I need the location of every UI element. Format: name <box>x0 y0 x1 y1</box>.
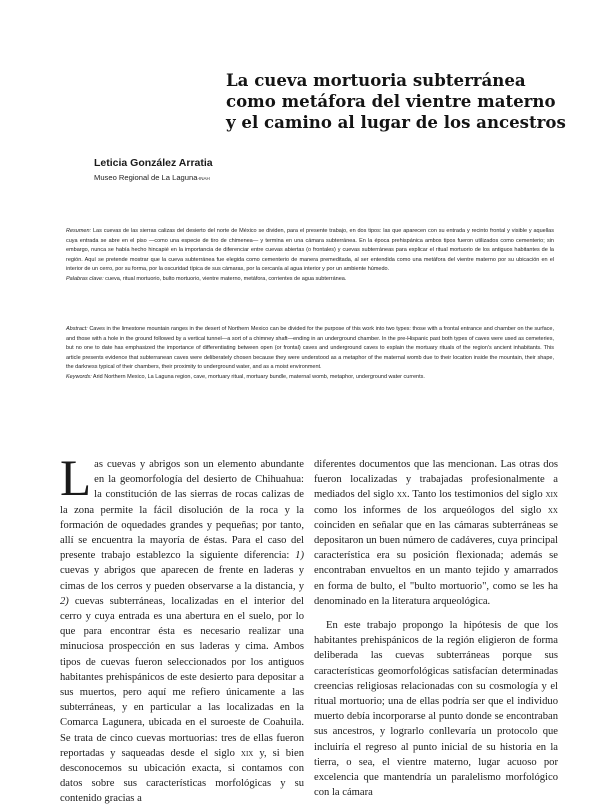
palabras-clave-label: Palabras clave: <box>66 275 104 282</box>
century-numeral: xx <box>396 489 407 501</box>
abstract-paragraph <box>66 325 554 373</box>
abstract-text: Caves in the limestone mountain ranges in the desert of Northern Mexico can be divided for the purpose of this work into two types: those with a frontal entrance and chamber on the surface, and those with a hole in the ground followed by a vertical tunnel—a sort of a chimney shaft—ending in an underground chamber. In the pre-Hispanic past both types of caves were used as cemeteries, but no one to date has emphasized the importance of differentiating between open (or frontal) caves and underground caves to explain the mortuary rituals of the region's ancient inhabitants. This article presents evidence that subterranean caves were deliberately chosen because they were understood as a metaphor of the maternal womb due to their location inside the mountain, their shape, the darkness typical of their chambers, their proximity to underground water, and as a moist environment. <box>66 326 554 371</box>
affiliation-name: Museo Regional de La Laguna <box>94 173 198 182</box>
century-numeral: xx <box>547 504 558 516</box>
title-line-1: La cueva mortuoria subterránea <box>226 70 526 90</box>
body-column-right <box>314 457 558 800</box>
abstract-block <box>66 325 554 383</box>
title-line-2: como metáfora del vientre materno <box>226 91 556 111</box>
drop-cap: L <box>60 451 92 507</box>
body-paragraph-1 <box>60 451 304 807</box>
resumen-label: Resumen: <box>66 228 92 234</box>
resumen-paragraph <box>66 227 554 275</box>
century-numeral: xix <box>240 747 254 759</box>
body-text: coinciden en señalar que en las cámaras subterráneas se depositaron un buen número de cadáveres, cuya principal característica era su posición flexionada; además se encontraban envueltos en un manto tejido y amarrados en forma de bulto, el "bulto mortuorio", como se les ha denominado en la literatura arqueológica. <box>314 519 558 607</box>
body-text: y, si bien desconocemos su ubicación exacta, si contamos con datos sobre sus características morfológicas y su contenido gracias a <box>60 747 304 805</box>
body-text: cuevas subterráneas, localizadas en el interior del cerro y cuya entrada es una abertura en el suelo, por lo que para encontrar ésta es necesario realizar una minuciosa prospección en sus laderas y cima. Ambos tipos de cuevas fueron seleccionados por los antiguos habitantes prehispánicos de este desierto para depositar a sus muertos, pero aquí me refiero únicamente a las subterráneas, y en particular a las localizadas en la Comarca Lagunera, ubicada en el suroeste de Coahuila. Se trata de cinco cuevas mortuorias: tres de ellas fueron reportadas y saqueadas desde el siglo <box>60 595 304 759</box>
keywords-label: Keywords: <box>66 373 92 380</box>
resumen-text: Las cuevas de las sierras calizas del desierto del norte de México se dividen, para el presente trabajo, en dos tipos: las que aparecen con su entrada y recinto frontal y visible y aquellas cuya entrada se abre en el piso —como una especie de tiro de chimenea— y termina en una cámara subterránea. En la época prehispánica ambos tipos fueron utilizados como cementerio; sin embargo, nunca se había hecho hincapié en la importancia de diferenciar entre cuevas abiertas (o frontales) y cuevas subterráneas para explicar el ritual mortuorio de los antiguos habitantes de la región. Aquí se pretende mostrar que la cueva subterránea fue elegida como cementerio de manera premeditada, al ser entendida como una metáfora del vientre materno por su ubicación en el interior de un cerro, por su forma, por la oscuridad típica de sus cámaras, por la cercanía al agua interior y por un ambiente húmedo. <box>66 228 554 273</box>
body-column-left <box>60 451 304 807</box>
list-number: 1) <box>295 550 304 562</box>
keywords-paragraph <box>66 373 554 383</box>
palabras-clave-paragraph <box>66 275 554 285</box>
resumen-block <box>66 227 554 285</box>
abstract-label: Abstract: <box>66 326 88 332</box>
century-numeral: xix <box>545 489 558 501</box>
body-paragraph-2 <box>314 457 558 609</box>
list-number: 2) <box>60 595 69 607</box>
affiliation-suffix: -INAH <box>197 176 210 181</box>
article-title <box>226 70 566 133</box>
title-line-3: y el camino al lugar de los ancestros <box>226 112 566 132</box>
body-text: diferentes documentos que las mencionan. Las otras dos fueron localizadas y trabajadas profesionalmente a mediados del siglo <box>314 459 558 501</box>
body-text: as cuevas y abrigos son un elemento abundante en la geomorfología del desierto de Chihuahua: la constitución de las sierras de rocas calizas de la zona permite la fácil disolución de la roca y la formación de oquedades grandes y pequeñas; por tanto, allí se encuentra la mayoría de éstas. Para el caso del presente trabajo establezco la siguiente diferencia: <box>60 459 304 562</box>
author-name: Leticia González Arratia <box>94 157 213 169</box>
body-text: cuevas y abrigos que aparecen de frente en laderas y cimas de los cerros y pueden observarse a la distancia, y <box>60 565 304 592</box>
keywords-text: Arid Northern Mexico, La Laguna region, cave, mortuary ritual, mortuary bundle, maternal womb, metaphor, underground water currents. <box>91 373 425 380</box>
author-affiliation <box>94 173 210 182</box>
body-text: como los informes de los arqueólogos del siglo <box>314 504 548 516</box>
body-text: . Tanto los testimonios del siglo <box>406 489 546 501</box>
palabras-clave-text: cueva, ritual mortuorio, bulto mortuorio, vientre materno, metáfora, corrientes de agua subterránea. <box>103 275 347 282</box>
body-paragraph-3: En este trabajo propongo la hipótesis de que los habitantes prehispánicos de la región eligieron de forma deliberada las cuevas subterráneas porque sus características geomorfológicas satisfacían determinadas creencias religiosas relacionadas con su cosmología y el ritual mortuorio; una de ellas podría ser que el individuo muerto debía incorporarse al punto donde se encontraban sus ancestros, y lograrlo conllevaría un protocolo que incluiría el regreso al punto inicial de su historia en la tierra, o sea, el vientre materno, lugar acuoso por excelencia que mantendría un paralelismo morfológico con la cámara <box>314 620 558 799</box>
